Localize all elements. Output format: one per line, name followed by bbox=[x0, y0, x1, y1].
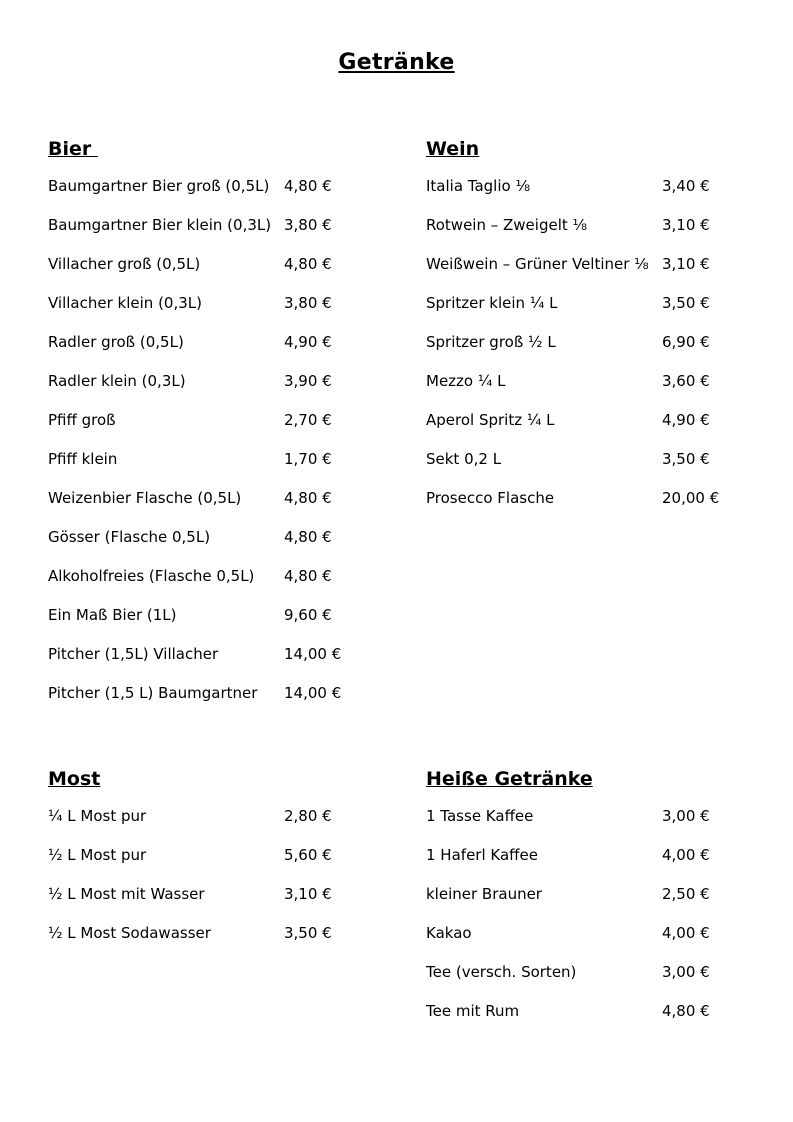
menu-item bbox=[48, 409, 332, 448]
menu-item bbox=[426, 370, 710, 409]
menu-item-price: 2,50 € bbox=[662, 885, 710, 903]
menu-list-bier bbox=[48, 175, 342, 721]
menu-item bbox=[426, 253, 710, 292]
menu-item-name: Ein Maß Bier (1L) bbox=[48, 606, 177, 624]
menu-item-name: Villacher groß (0,5L) bbox=[48, 255, 201, 273]
menu-item-price: 2,80 € bbox=[284, 807, 332, 825]
menu-item bbox=[48, 370, 332, 409]
menu-item bbox=[426, 883, 710, 922]
menu-item-name: Pitcher (1,5L) Villacher bbox=[48, 645, 219, 663]
menu-item-name: kleiner Brauner bbox=[426, 885, 542, 903]
menu-item bbox=[426, 175, 710, 214]
menu-item-price: 4,90 € bbox=[662, 411, 710, 429]
menu-item-price: 1,70 € bbox=[284, 450, 332, 468]
menu-item bbox=[426, 844, 710, 883]
menu-item bbox=[48, 922, 332, 961]
menu-item bbox=[426, 487, 720, 526]
menu-item bbox=[426, 409, 710, 448]
menu-item-price: 3,40 € bbox=[662, 177, 710, 195]
menu-item-name: Radler groß (0,5L) bbox=[48, 333, 184, 351]
menu-item-name: Kakao bbox=[426, 924, 472, 942]
section-heisse-getraenke bbox=[426, 764, 710, 1039]
menu-item bbox=[48, 682, 342, 721]
menu-item-name: 1 Haferl Kaffee bbox=[426, 846, 538, 864]
menu-item bbox=[48, 292, 332, 331]
menu-item-name: Weizenbier Flasche (0,5L) bbox=[48, 489, 242, 507]
page-title: Getränke bbox=[338, 50, 455, 75]
menu-item-price: 3,00 € bbox=[662, 963, 710, 981]
menu-item-name: Tee mit Rum bbox=[426, 1002, 520, 1020]
menu-item-name: Radler klein (0,3L) bbox=[48, 372, 186, 390]
section-bier bbox=[48, 134, 342, 721]
menu-item bbox=[426, 448, 710, 487]
menu-item-name: Baumgartner Bier klein (0,3L) bbox=[48, 216, 272, 234]
menu-item-name: Italia Taglio ⅛ bbox=[426, 177, 531, 195]
menu-list-wein bbox=[426, 175, 720, 526]
menu-item-name: Sekt 0,2 L bbox=[426, 450, 502, 468]
menu-item-price: 4,00 € bbox=[662, 846, 710, 864]
menu-item-name: Tee (versch. Sorten) bbox=[426, 963, 577, 981]
section-most bbox=[48, 764, 332, 961]
menu-item-name: ¼ L Most pur bbox=[48, 807, 147, 825]
section-heading-bier: Bier bbox=[48, 138, 98, 160]
menu-item bbox=[426, 214, 710, 253]
menu-item bbox=[48, 604, 332, 643]
menu-item-price: 6,90 € bbox=[662, 333, 710, 351]
menu-item-name: Pfiff groß bbox=[48, 411, 116, 429]
menu-item-name: Weißwein – Grüner Veltiner ⅛ bbox=[426, 255, 649, 273]
menu-item bbox=[48, 331, 332, 370]
menu-item-name: ½ L Most pur bbox=[48, 846, 147, 864]
menu-item-price: 4,80 € bbox=[284, 255, 332, 273]
menu-item bbox=[48, 448, 332, 487]
menu-list-heisse-getraenke bbox=[426, 805, 710, 1039]
menu-item-name: Mezzo ¼ L bbox=[426, 372, 506, 390]
menu-item-price: 5,60 € bbox=[284, 846, 332, 864]
menu-item-price: 9,60 € bbox=[284, 606, 332, 624]
menu-list-most bbox=[48, 805, 332, 961]
menu-item bbox=[48, 487, 332, 526]
menu-item bbox=[48, 643, 342, 682]
menu-item-price: 3,00 € bbox=[662, 807, 710, 825]
menu-item-price: 3,50 € bbox=[662, 450, 710, 468]
menu-item-name: Spritzer groß ½ L bbox=[426, 333, 556, 351]
section-heading-wein: Wein bbox=[426, 138, 480, 160]
menu-item-name: Pitcher (1,5 L) Baumgartner bbox=[48, 684, 258, 702]
section-heading-heisse-getraenke: Heiße Getränke bbox=[426, 768, 593, 790]
menu-item bbox=[48, 214, 332, 253]
menu-item-price: 3,90 € bbox=[284, 372, 332, 390]
menu-item-price: 3,80 € bbox=[284, 294, 332, 312]
menu-item-price: 3,80 € bbox=[284, 216, 332, 234]
menu-item-name: Spritzer klein ¼ L bbox=[426, 294, 558, 312]
menu-item-price: 4,90 € bbox=[284, 333, 332, 351]
menu-item bbox=[426, 292, 710, 331]
menu-item-price: 4,00 € bbox=[662, 924, 710, 942]
menu-item bbox=[48, 844, 332, 883]
menu-item bbox=[48, 253, 332, 292]
menu-item-price: 2,70 € bbox=[284, 411, 332, 429]
menu-item bbox=[48, 526, 332, 565]
menu-item-price: 4,80 € bbox=[284, 528, 332, 546]
menu-item-name: Pfiff klein bbox=[48, 450, 118, 468]
section-heading-most: Most bbox=[48, 768, 101, 790]
menu-item-price: 3,60 € bbox=[662, 372, 710, 390]
menu-item bbox=[48, 805, 332, 844]
menu-item-price: 4,80 € bbox=[662, 1002, 710, 1020]
section-wein bbox=[426, 134, 720, 526]
menu-item-name: Baumgartner Bier groß (0,5L) bbox=[48, 177, 270, 195]
menu-item-price: 14,00 € bbox=[284, 645, 342, 663]
menu-item-name: ½ L Most mit Wasser bbox=[48, 885, 205, 903]
menu-item-price: 3,10 € bbox=[662, 216, 710, 234]
menu-item bbox=[426, 805, 710, 844]
menu-item-name: ½ L Most Sodawasser bbox=[48, 924, 211, 942]
menu-item-name: Villacher klein (0,3L) bbox=[48, 294, 202, 312]
menu-item bbox=[48, 883, 332, 922]
menu-item bbox=[426, 922, 710, 961]
menu-item-price: 3,10 € bbox=[284, 885, 332, 903]
menu-item-price: 3,10 € bbox=[662, 255, 710, 273]
menu-item-price: 14,00 € bbox=[284, 684, 342, 702]
menu-item-price: 4,80 € bbox=[284, 489, 332, 507]
menu-item-name: Aperol Spritz ¼ L bbox=[426, 411, 555, 429]
menu-item-name: Gösser (Flasche 0,5L) bbox=[48, 528, 211, 546]
menu-item bbox=[48, 175, 332, 214]
menu-item-price: 4,80 € bbox=[284, 177, 332, 195]
menu-item-name: Prosecco Flasche bbox=[426, 489, 555, 507]
menu-item-name: Alkoholfreies (Flasche 0,5L) bbox=[48, 567, 255, 585]
menu-item-name: 1 Tasse Kaffee bbox=[426, 807, 534, 825]
menu-item-price: 4,80 € bbox=[284, 567, 332, 585]
menu-item bbox=[426, 1000, 710, 1039]
menu-item bbox=[48, 565, 332, 604]
menu-item-name: Rotwein – Zweigelt ⅛ bbox=[426, 216, 588, 234]
menu-item-price: 3,50 € bbox=[662, 294, 710, 312]
menu-item-price: 20,00 € bbox=[662, 489, 720, 507]
menu-item-price: 3,50 € bbox=[284, 924, 332, 942]
menu-item bbox=[426, 961, 710, 1000]
menu-item bbox=[426, 331, 710, 370]
